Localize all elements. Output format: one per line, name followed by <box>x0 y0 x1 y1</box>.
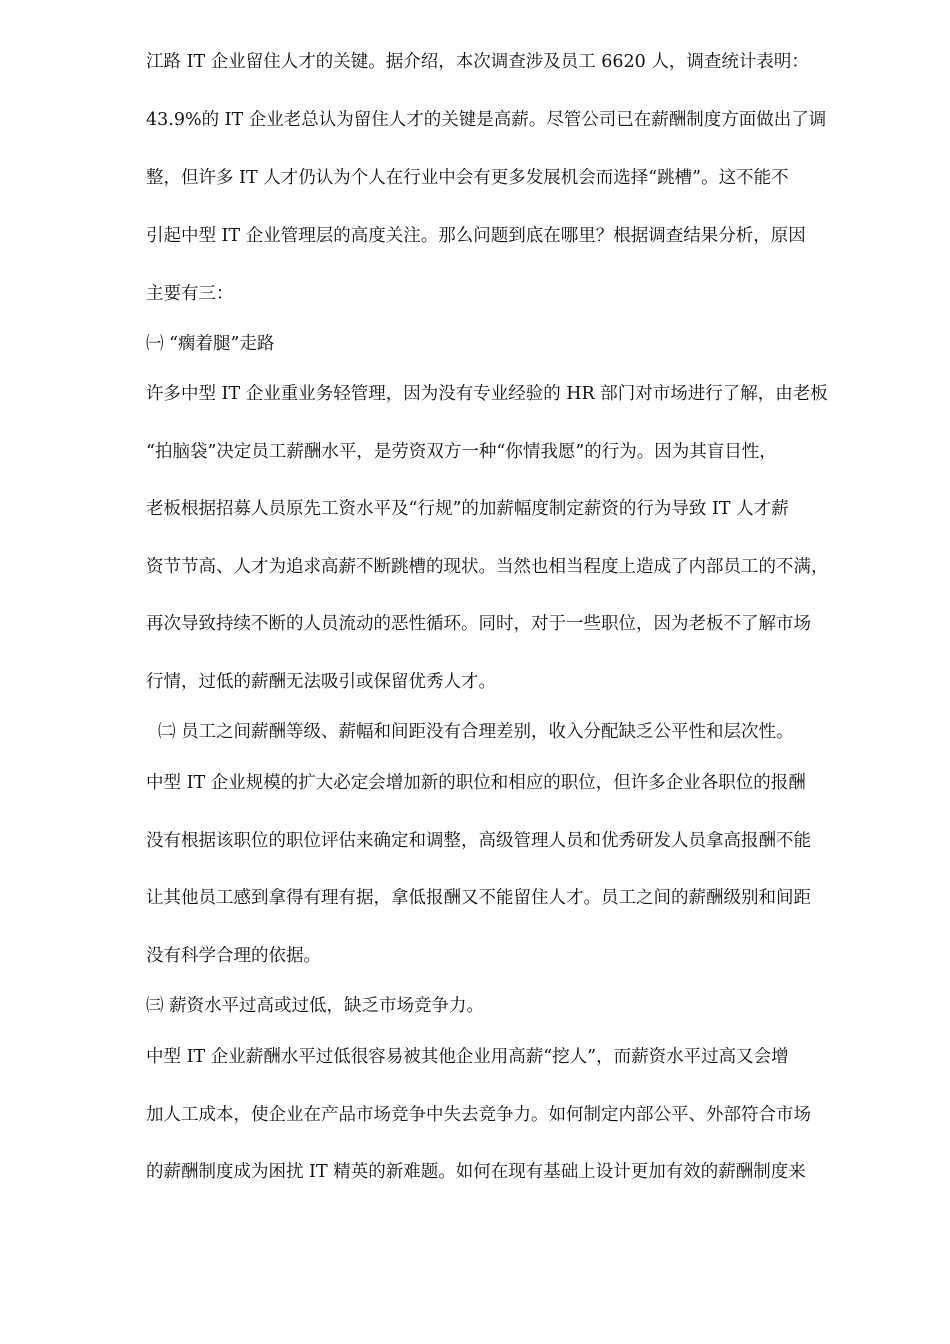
body-text-line: 主要有三： <box>146 284 234 304</box>
section-heading-1: ㈠ “瘸着腿”走路 <box>146 334 275 354</box>
body-text-line: 再次导致持续不断的人员流动的恶性循环。同时，对于一些职位，因为老板不了解市场 <box>146 614 811 634</box>
body-text-line: 许多中型 IT 企业重业务轻管理，因为没有专业经验的 HR 部门对市场进行了解，由老板 <box>146 384 828 404</box>
body-text-line: 行情，过低的薪酬无法吸引或保留优秀人才。 <box>146 672 496 692</box>
body-text-line: 引起中型 IT 企业管理层的高度关注。那么问题到底在哪里？根据调查结果分析，原因 <box>146 226 806 246</box>
body-text-line: 中型 IT 企业薪酬水平过低很容易被其他企业用高薪“挖人”，而薪资水平过高又会增 <box>146 1047 789 1067</box>
body-text-line: 的薪酬制度成为困扰 IT 精英的新难题。如何在现有基础上设计更加有效的薪酬制度来 <box>146 1162 806 1182</box>
body-text-line: 没有根据该职位的职位评估来确定和调整，高级管理人员和优秀研发人员拿高报酬不能 <box>146 831 811 851</box>
body-text-line: 中型 IT 企业规模的扩大必定会增加新的职位和相应的职位，但许多企业各职位的报酬 <box>146 773 806 793</box>
body-text-line: 江路 IT 企业留住人才的关键。据介绍，本次调查涉及员工 6620 人，调查统计表明： <box>146 52 809 72</box>
body-text-line: “拍脑袋”决定员工薪酬水平，是劳资双方一种“你情我愿”的行为。因为其盲目性， <box>146 442 777 462</box>
body-text-line: 没有科学合理的依据。 <box>146 946 321 966</box>
body-text-line: 加人工成本，使企业在产品市场竞争中失去竞争力。如何制定内部公平、外部符合市场 <box>146 1105 811 1125</box>
section-heading-2: ㈡ 员工之间薪酬等级、薪幅和间距没有合理差别，收入分配缺乏公平性和层次性。 <box>158 722 794 742</box>
body-text-line: 资节节高、人才为追求高薪不断跳槽的现状。当然也相当程度上造成了内部员工的不满， <box>146 557 829 577</box>
section-heading-3: ㈢ 薪资水平过高或过低，缺乏市场竞争力。 <box>146 996 485 1016</box>
body-text-line: 老板根据招募人员原先工资水平及“行规”的加薪幅度制定薪资的行为导致 IT 人才薪 <box>146 499 789 519</box>
body-text-line: 43.9%的 IT 企业老总认为留住人才的关键是高薪。尽管公司已在薪酬制度方面做出了调 <box>146 110 827 130</box>
body-text-line: 整，但许多 IT 人才仍认为个人在行业中会有更多发展机会而选择“跳槽”。这不能不 <box>146 168 789 188</box>
body-text-line: 让其他员工感到拿得有理有据，拿低报酬又不能留住人才。员工之间的薪酬级别和间距 <box>146 888 811 908</box>
